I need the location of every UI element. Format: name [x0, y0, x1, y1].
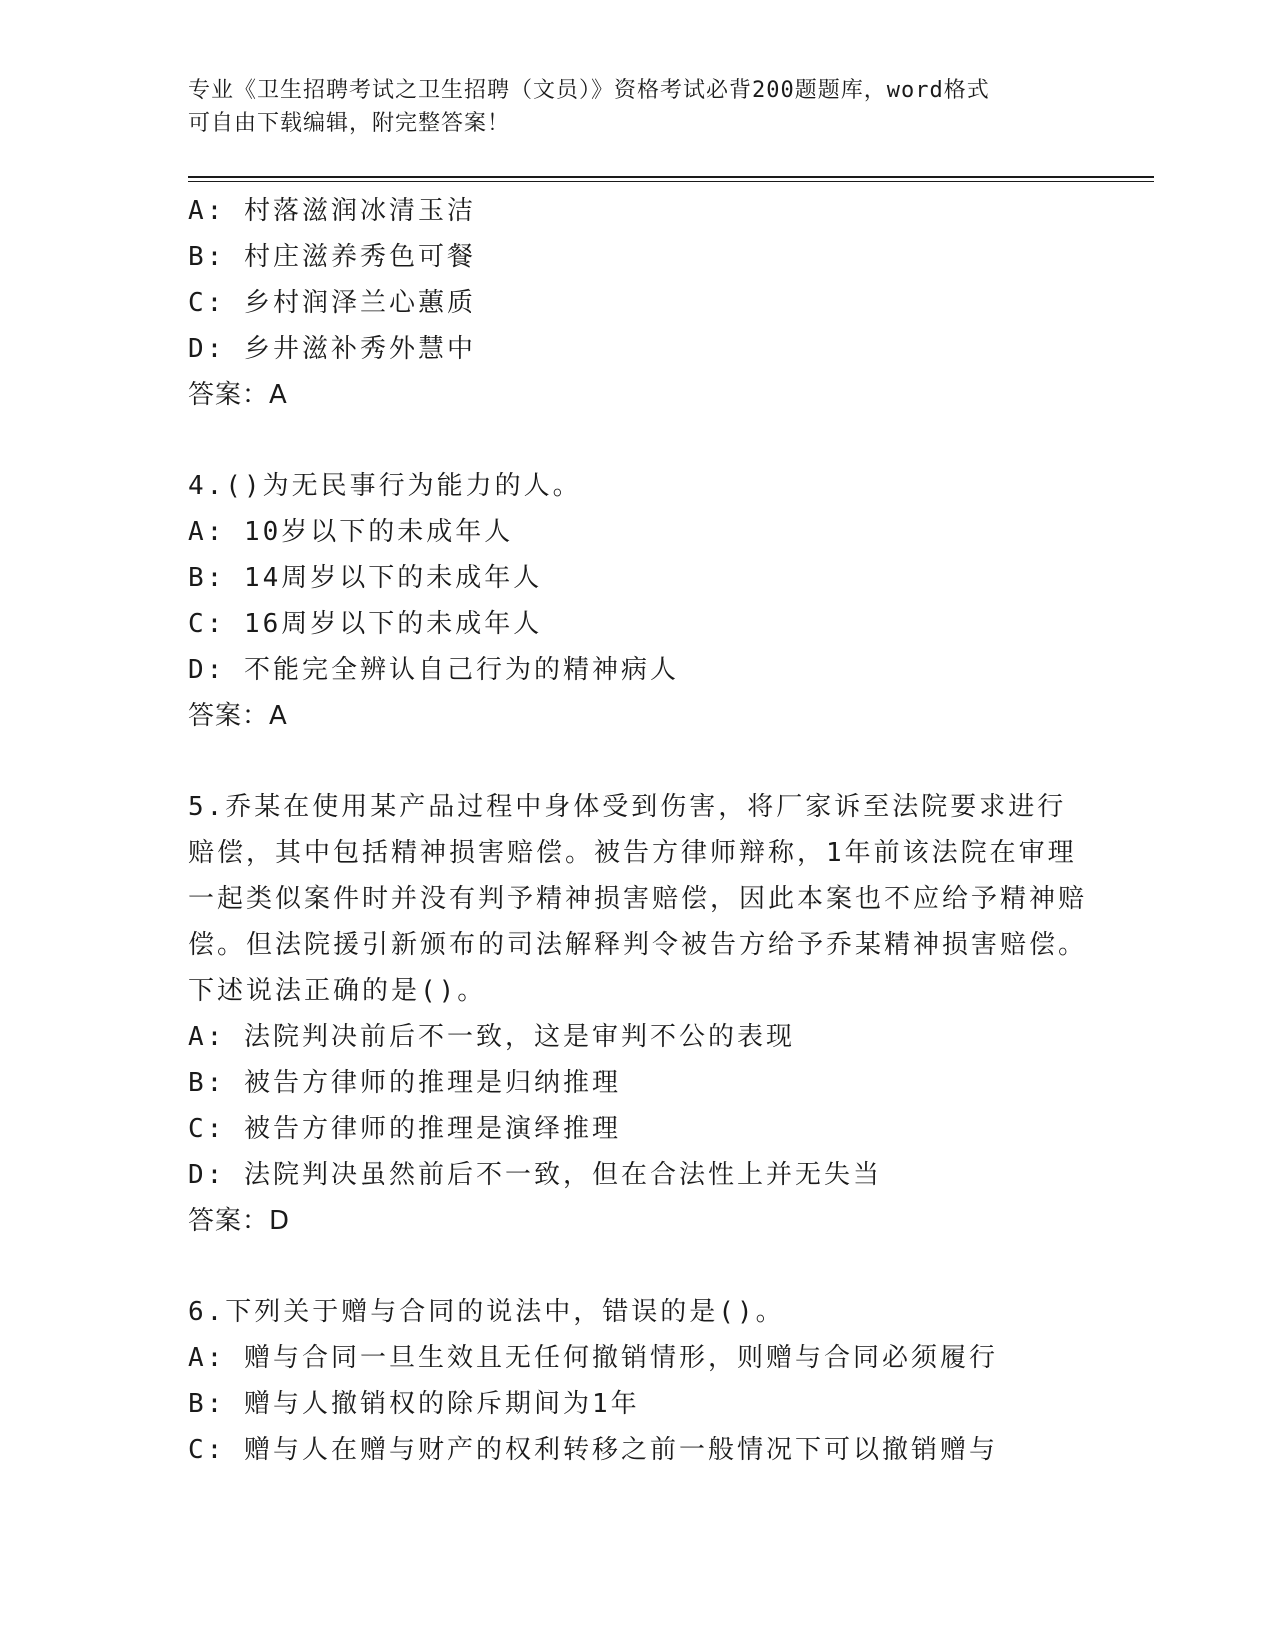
document-header: [188, 74, 1088, 140]
question-5: [188, 784, 1108, 1244]
question-stem: 6.下列关于赠与合同的说法中，错误的是()。: [188, 1297, 785, 1327]
option-d: D: 乡井滋补秀外慧中: [188, 334, 476, 364]
header-line-2: 可自由下载编辑，附完整答案！: [188, 111, 511, 136]
option-c: C: 被告方律师的推理是演绎推理: [188, 1114, 621, 1144]
option-b: B: 被告方律师的推理是归纳推理: [188, 1068, 621, 1098]
option-c: C: 16周岁以下的未成年人: [188, 609, 543, 639]
header-divider-thin: [188, 181, 1154, 182]
answer-line: 答案：D: [188, 1206, 291, 1236]
question-3: [188, 188, 1108, 418]
option-a: A: 赠与合同一旦生效且无任何撤销情形，则赠与合同必须履行: [188, 1343, 998, 1373]
question-4: [188, 463, 1108, 739]
option-a: A: 村落滋润冰清玉洁: [188, 196, 476, 226]
option-d: D: 法院判决虽然前后不一致，但在合法性上并无失当: [188, 1160, 882, 1190]
answer-line: 答案：A: [188, 380, 288, 410]
option-b: B: 村庄滋养秀色可餐: [188, 242, 476, 272]
header-line-1: 专业《卫生招聘考试之卫生招聘（文员）》资格考试必背200题题库，word格式: [188, 78, 990, 103]
question-stem: 4.()为无民事行为能力的人。: [188, 471, 582, 501]
question-6: [188, 1289, 1108, 1473]
option-b: B: 14周岁以下的未成年人: [188, 563, 543, 593]
answer-line: 答案：A: [188, 701, 288, 731]
option-a: A: 法院判决前后不一致，这是审判不公的表现: [188, 1022, 795, 1052]
question-list: [188, 188, 1108, 1473]
option-b: B: 赠与人撤销权的除斥期间为1年: [188, 1389, 640, 1419]
option-c: C: 乡村润泽兰心蕙质: [188, 288, 476, 318]
question-stem: 5.乔某在使用某产品过程中身体受到伤害，将厂家诉至法院要求进行赔偿，其中包括精神损害赔偿。被告方律师辩称，1年前该法院在审理一起类似案件时并没有判予精神损害赔偿，因此本案也不应给予精神赔偿。但法院援引新颁布的司法解释判令被告方给予乔某精神损害赔偿。下述说法正确的是()。: [188, 792, 1088, 1006]
option-d: D: 不能完全辨认自己行为的精神病人: [188, 655, 679, 685]
option-c: C: 赠与人在赠与财产的权利转移之前一般情况下可以撤销赠与: [188, 1435, 998, 1465]
option-a: A: 10岁以下的未成年人: [188, 517, 514, 547]
header-divider-thick: [188, 176, 1154, 178]
